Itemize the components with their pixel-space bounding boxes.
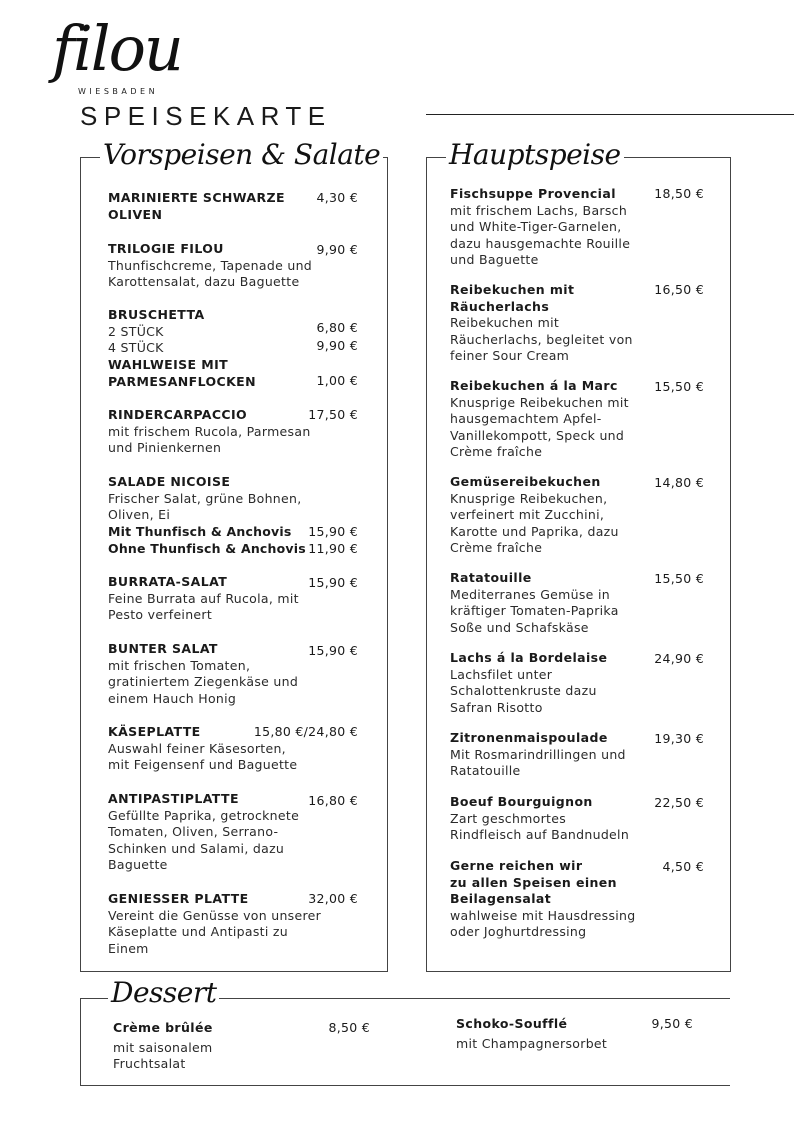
item-price: 15,90 € (308, 643, 358, 658)
item-name: Boeuf Bourguignon (450, 794, 593, 809)
menu-item-antipasti (108, 791, 338, 874)
hauptspeise-section (426, 157, 731, 972)
menu-item-nicoise-options (108, 524, 318, 557)
item-price: 9,90 € (316, 242, 358, 257)
item-price-secondary: 9,90 € (316, 338, 358, 353)
item-name: Zitronenmaispoulade (450, 730, 608, 745)
item-name: BURRATA-SALAT (108, 574, 228, 589)
menu-item-ratatouille (450, 570, 650, 636)
item-description: mit frischem Rucola, Parmesan und Pinienkernen (108, 423, 311, 455)
item-name: ANTIPASTIPLATTE (108, 791, 239, 806)
item-description: Thunfischcreme, Tapenade und Karottensalat, dazu Baguette (108, 257, 313, 289)
item-name: Ratatouille (450, 570, 532, 585)
item-price: 16,80 € (308, 793, 358, 808)
item-price: 22,50 € (654, 795, 704, 810)
item-description: Mit Rosmarindrillingen und Ratatouille (450, 746, 626, 778)
item-name: WAHLWEISE MIT PARMESANFLOCKEN (108, 357, 256, 389)
item-price: 9,50 € (651, 1016, 693, 1031)
dessert-bottom-line (80, 1085, 730, 1086)
item-name: Fischsuppe Provencial (450, 186, 616, 201)
item-price: 6,80 € (316, 320, 358, 335)
dessert-title: Dessert (108, 979, 219, 1007)
page-title: SPEISEKARTE (80, 101, 332, 131)
logo-subtitle: WIESBADEN (78, 87, 159, 96)
vorspeisen-title: Vorspeisen & Salate (100, 141, 383, 169)
menu-item-fischsuppe (450, 186, 650, 269)
item-description: mit Champagnersorbet (456, 1035, 608, 1051)
header-divider (426, 114, 794, 115)
dessert-left-line (80, 998, 81, 1086)
menu-item-nicoise (108, 474, 338, 524)
item-name: Reibekuchen mit Räucherlachs (450, 282, 575, 314)
item-name: BRUSCHETTA (108, 307, 205, 322)
item-description: 2 STÜCK 4 STÜCK (108, 323, 164, 355)
menu-item-reibekuchen-lachs (450, 282, 650, 365)
item-name: SALADE NICOISE (108, 474, 231, 489)
item-description: mit frischen Tomaten, gratiniertem Ziegenkäse und einem Hauch Honig (108, 657, 299, 706)
item-description: Knusprige Reibekuchen, verfeinert mit Zucchini, Karotte und Paprika, dazu Crème fraîche (450, 490, 619, 555)
item-price: 15,90 € (308, 575, 358, 590)
menu-item-reibekuchen-marc (450, 378, 650, 461)
item-name: RINDERCARPACCIO (108, 407, 248, 422)
item-price: 18,50 € (654, 186, 704, 201)
menu-item-creme-brulee (113, 1020, 293, 1073)
item-price: 4,30 € (316, 190, 358, 205)
menu-item-lachs-bordelaise (450, 650, 650, 716)
menu-item-parmesan (108, 357, 308, 390)
item-price: 15,50 € (654, 379, 704, 394)
item-name: Mit Thunfisch & Anchovis Ohne Thunfisch & Anchovis (108, 524, 306, 556)
item-price: 16,50 € (654, 282, 704, 297)
logo: filou (52, 12, 182, 85)
item-price: 4,50 € (662, 859, 704, 874)
menu-item-zitronenmaispoulade (450, 730, 650, 780)
item-name: MARINIERTE SCHWARZE OLIVEN (108, 190, 285, 222)
menu-item-gemuesereibekuchen (450, 474, 650, 557)
item-price: 17,50 € (308, 407, 358, 422)
item-description: Gefüllte Paprika, getrocknete Tomaten, Oliven, Serrano- Schinken und Salami, dazu Baguette (108, 807, 300, 872)
menu-item-bruschetta (108, 307, 308, 357)
menu-item-trilogie (108, 241, 338, 291)
item-name: Crème brûlée (113, 1020, 213, 1035)
item-description: Auswahl feiner Käsesorten, mit Feigensenf und Baguette (108, 740, 298, 772)
item-name: Lachs á la Bordelaise (450, 650, 608, 665)
menu-item-beilagensalat (450, 858, 650, 941)
menu-item-bunter-salat (108, 641, 338, 707)
item-name: Reibekuchen á la Marc (450, 378, 618, 393)
item-price: 24,90 € (654, 651, 704, 666)
item-description: Knusprige Reibekuchen mit hausgemachtem Apfel- Vanillekompott, Speck und Crème fraîche (450, 394, 629, 459)
item-name: GENIESSER PLATTE (108, 891, 249, 906)
item-name: KÄSEPLATTE (108, 724, 201, 739)
item-price: 14,80 € (654, 475, 704, 490)
item-name: Gerne reichen wir zu allen Speisen einen Beilagensalat (450, 858, 617, 906)
item-name: Gemüsereibekuchen (450, 474, 601, 489)
item-price: 32,00 € (308, 891, 358, 906)
item-name: TRILOGIE FILOU (108, 241, 224, 256)
item-name: Schoko-Soufflé (456, 1016, 568, 1031)
item-price: 1,00 € (316, 373, 358, 388)
item-description: Feine Burrata auf Rucola, mit Pesto verfeinert (108, 590, 299, 622)
item-description: Frischer Salat, grüne Bohnen, Oliven, Ei (108, 490, 302, 522)
item-description: Zart geschmortes Rindfleisch auf Bandnudeln (450, 810, 630, 842)
item-description: Lachsfilet unter Schalottenkruste dazu Safran Risotto (450, 666, 597, 715)
item-price: 8,50 € (328, 1020, 370, 1035)
item-name: BUNTER SALAT (108, 641, 218, 656)
item-description: mit frischem Lachs, Barsch und White-Tiger-Garnelen, dazu hausgemachte Rouille und Baguette (450, 202, 631, 267)
item-price: 15,80 €/24,80 € (253, 724, 358, 739)
menu-item-schoko-souffle (456, 1016, 656, 1052)
item-description: Mediterranes Gemüse in kräftiger Tomaten-Paprika Soße und Schafskäse (450, 586, 619, 635)
item-price: 19,30 € (654, 731, 704, 746)
item-price-secondary: 11,90 € (308, 541, 358, 556)
item-description: Reibekuchen mit Räucherlachs, begleitet von feiner Sour Cream (450, 315, 633, 363)
item-description: wahlweise mit Hausdressing oder Joghurtdressing (450, 907, 636, 939)
item-price: 15,50 € (654, 571, 704, 586)
menu-item-carpaccio (108, 407, 338, 457)
item-description: mit saisonalem Fruchtsalat (113, 1039, 213, 1071)
item-price: 15,90 € (308, 524, 358, 539)
menu-item-burrata (108, 574, 338, 624)
item-description: Vereint die Genüsse von unserer Käseplatte und Antipasti zu Einem (108, 907, 322, 956)
menu-item-boeuf-bourguignon (450, 794, 650, 844)
menu-item-oliven (108, 190, 308, 223)
hauptspeise-title: Hauptspeise (446, 141, 624, 169)
